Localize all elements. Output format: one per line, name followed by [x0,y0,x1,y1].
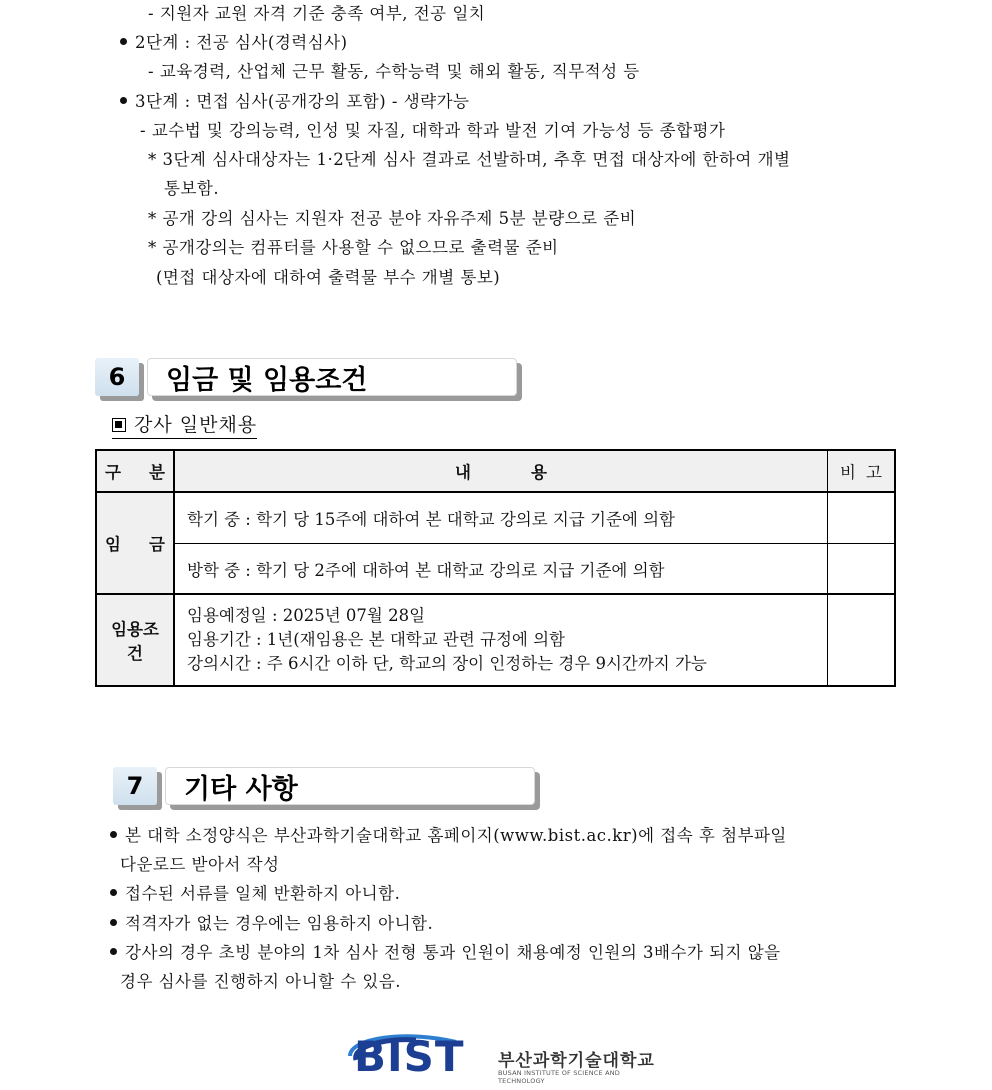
note-line: * 공개 강의 심사는 지원자 전공 분야 자유주제 5분 분량으로 준비 [148,209,637,228]
bullet-icon [120,38,127,45]
wage-vacation-cell: 방학 중 : 학기 당 2주에 대하여 본 대학교 강의로 지급 기준에 의함 [174,544,828,595]
remarks-cell [828,544,896,595]
row-label: 임 [105,535,121,554]
conditions-label-cell: 임용조건 [96,594,174,686]
header-text: 구 [105,463,121,482]
header-text: 고 [866,463,882,482]
wage-semester-cell: 학기 중 : 학기 당 15주에 대하여 본 대학교 강의로 지급 기준에 의함 [174,492,828,544]
header-remarks [828,450,896,492]
section-6-header [95,358,525,404]
section-number: 6 [95,358,139,396]
bullet-icon [110,948,117,955]
header-category [96,450,174,492]
wage-conditions-table [95,449,896,687]
conditions-cell [174,594,828,686]
header-text: 분 [149,463,165,482]
list-item [110,939,781,963]
bullet-icon [110,919,117,926]
stage1-detail: - 지원자 교원 자격 기준 충족 여부, 전공 일치 [148,4,486,23]
note-line: * 공개강의는 컴퓨터를 사용할 수 없으므로 출력물 준비 [148,238,559,257]
stage2-item [120,29,348,53]
condition-line: 임용예정일 : 2025년 07월 28일 [187,606,426,625]
bullet-icon [110,889,117,896]
condition-line: 임용기간 : 1년(재임용은 본 대학교 관련 규정에 의함 [187,630,565,649]
university-logo [346,1030,666,1085]
remarks-cell [828,594,896,686]
list-item-text: 강사의 경우 초빙 분야의 1차 심사 전형 통과 인원이 채용예정 인원의 3배수가 되지 않을 [125,943,781,962]
header-text: 비 [840,463,856,482]
list-item-continued: 경우 심사를 진행하지 아니할 수 있음. [120,972,402,991]
stage3-item [120,88,470,112]
condition-line: 강의시간 : 주 6시간 이하 단, 학교의 장이 인정하는 경우 9시간까지 가능 [187,654,707,673]
list-item-text: 적격자가 없는 경우에는 임용하지 아니함. [125,914,434,933]
stage2-detail: - 교육경력, 산업체 근무 활동, 수학능력 및 해외 활동, 직무적성 등 [148,62,640,81]
stage3-text: 3단계 : 면접 심사(공개강의 포함) - 생략가능 [135,92,470,111]
filled-square-icon [112,418,126,432]
logo-name-korean: 부산과학기술대학교 [498,1051,655,1071]
list-item-text: 접수된 서류를 일체 반환하지 아니함. [125,884,401,903]
list-item-continued: 다운로드 받아서 작성 [120,855,280,874]
list-item [110,910,433,934]
table-row [96,594,895,686]
table-row [96,492,895,544]
list-item [110,880,400,904]
remarks-cell [828,492,896,544]
note-line: * 3단계 심사대상자는 1·2단계 심사 결과로 선발하며, 추후 면접 대상자에 한하여 개별 [148,150,791,169]
section-title: 기타 사항 [165,767,535,805]
stage2-text: 2단계 : 전공 심사(경력심사) [135,33,348,52]
header-text: 용 [531,463,547,482]
note-line: (면접 대상자에 대하여 출력물 부수 개별 통보) [156,268,501,287]
logo-name-english: BUSAN INSTITUTE OF SCIENCE AND TECHNOLOGY [498,1069,621,1085]
list-item [110,822,787,846]
table-header-row [96,450,895,492]
bullet-icon [110,831,117,838]
header-text: 내 [455,463,471,482]
stage3-detail: - 교수법 및 강의능력, 인성 및 자질, 대학과 학과 발전 기여 가능성 등 종합평가 [140,121,726,140]
subheading [112,410,257,439]
bullet-icon [120,97,127,104]
section-number: 7 [113,767,157,805]
wage-label-cell [96,492,174,594]
section-title: 임금 및 임용조건 [147,358,517,396]
logo-mark: BIST [354,1032,465,1081]
subheading-text: 강사 일반채용 [134,414,258,436]
note-line: 통보함. [164,179,220,198]
section-7-header [113,767,543,813]
list-item-text: 본 대학 소정양식은 부산과학기술대학교 홈페이지(www.bist.ac.kr)에 접속 후 첨부파일 [125,826,787,845]
table-row [96,544,895,595]
header-content [174,450,828,492]
row-label: 금 [149,535,165,554]
